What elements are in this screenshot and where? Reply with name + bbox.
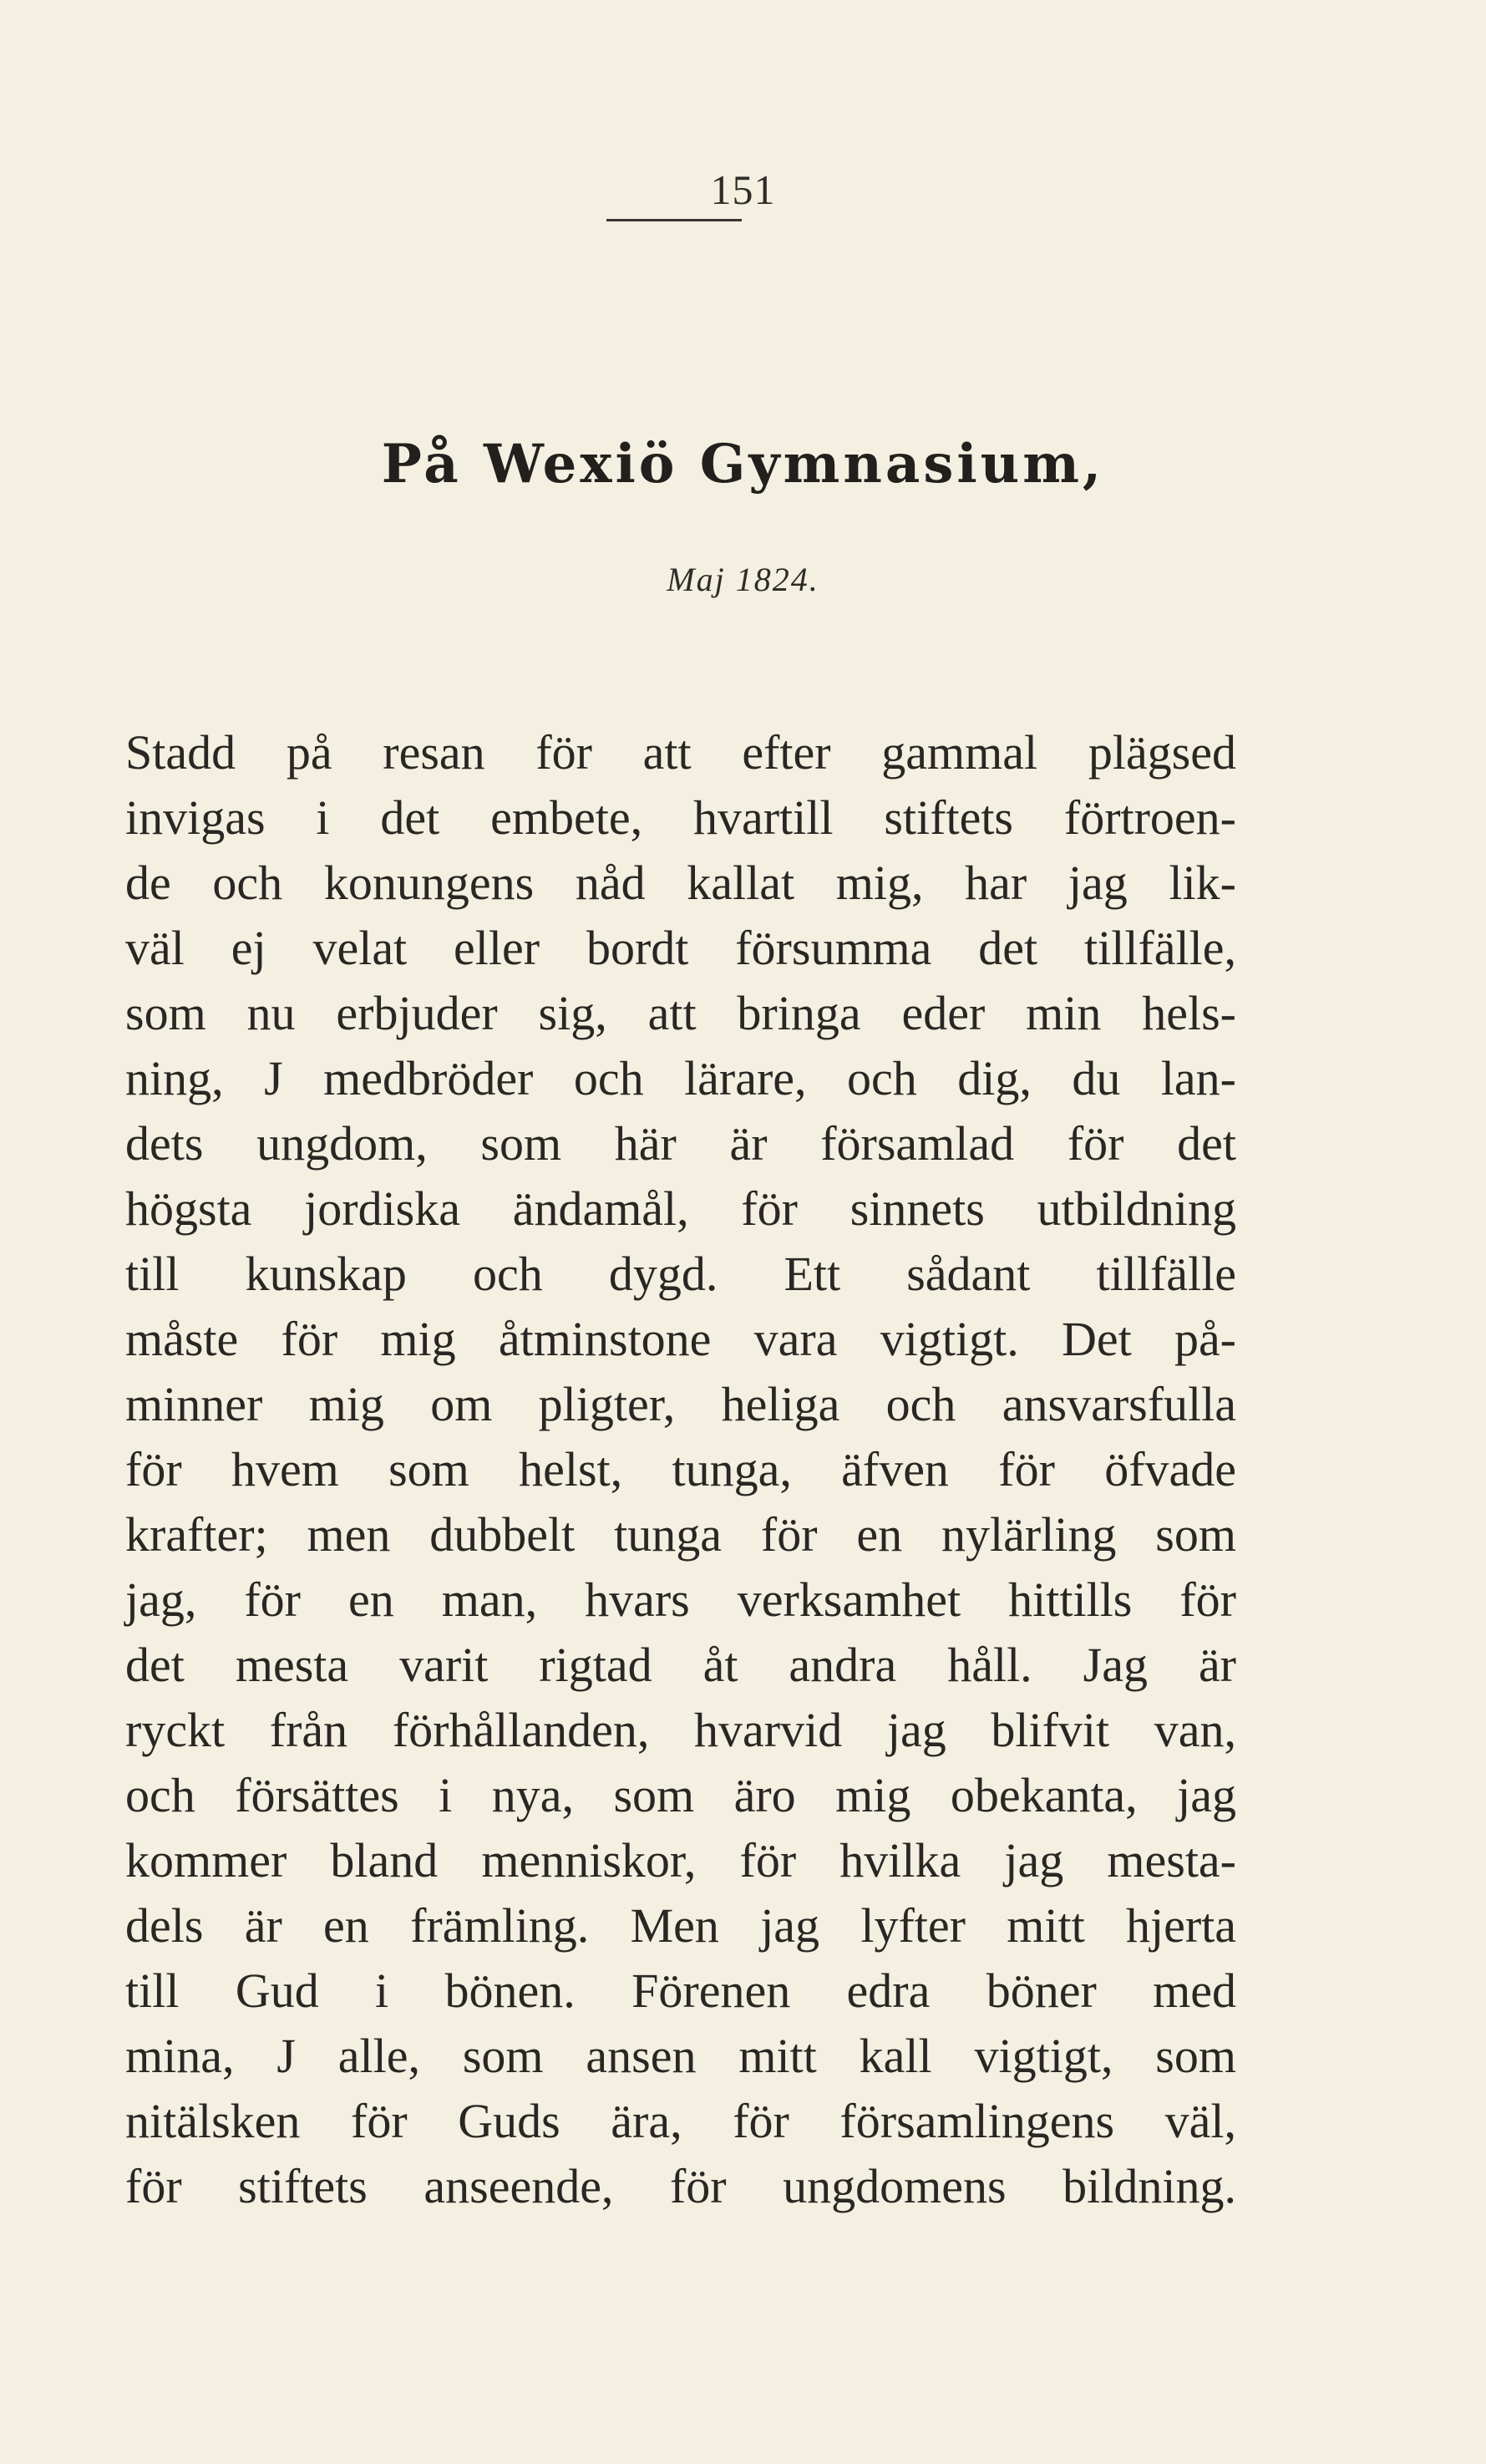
text-line: jag, för en man, hvars verksamhet hittills för — [125, 1572, 1236, 1627]
text-line: till kunskap och dygd. Ett sådant tillfälle — [125, 1247, 1236, 1301]
text-line: som nu erbjuder sig, att bringa eder min hels- — [125, 986, 1236, 1040]
page-number-rule — [606, 219, 742, 221]
text-line: ning, J medbröder och lärare, och dig, du lan- — [125, 1051, 1236, 1105]
text-line: mina, J alle, som ansen mitt kall vigtigt, som — [125, 2029, 1236, 2083]
text-line: väl ej velat eller bordt försumma det tillfälle, — [125, 921, 1236, 975]
dateline: Maj 1824. — [667, 561, 819, 598]
text-line: för hvem som helst, tunga, äfven för öfvade — [125, 1442, 1236, 1496]
text-line: de och konungens nåd kallat mig, har jag lik- — [125, 856, 1236, 910]
text-line: dels är en främling. Men jag lyfter mitt hjerta — [125, 1898, 1236, 1953]
text-line: och försättes i nya, som äro mig obekanta, jag — [125, 1768, 1236, 1822]
text-line: minner mig om pligter, heliga och ansvarsfulla — [125, 1377, 1236, 1431]
text-line: nitälsken för Guds ära, för församlingens väl, — [125, 2094, 1236, 2148]
text-line: för stiftets anseende, för ungdomens bildning. — [125, 2159, 1236, 2213]
section-heading: På Wexiö Gymnasium, — [381, 433, 1105, 495]
text-line: högsta jordiska ändamål, för sinnets utbildning — [125, 1181, 1236, 1236]
page-number: 151 — [710, 166, 776, 213]
text-line: dets ungdom, som här är församlad för det — [125, 1116, 1236, 1171]
text-line: krafter; men dubbelt tunga för en nylärling som — [125, 1507, 1236, 1562]
text-line: till Gud i bönen. Förenen edra böner med — [125, 1964, 1236, 2018]
body-paragraph — [125, 720, 1236, 2219]
text-line: invigas i det embete, hvartill stiftets förtroen- — [125, 790, 1236, 845]
text-line: det mesta varit rigtad åt andra håll. Jag är — [125, 1638, 1236, 1692]
text-line: Stadd på resan för att efter gammal plägsed — [125, 725, 1236, 780]
text-line: kommer bland menniskor, för hvilka jag mesta- — [125, 1833, 1236, 1887]
text-line: måste för mig åtminstone vara vigtigt. Det på- — [125, 1312, 1236, 1366]
text-line: ryckt från förhållanden, hvarvid jag blifvit van, — [125, 1703, 1236, 1757]
